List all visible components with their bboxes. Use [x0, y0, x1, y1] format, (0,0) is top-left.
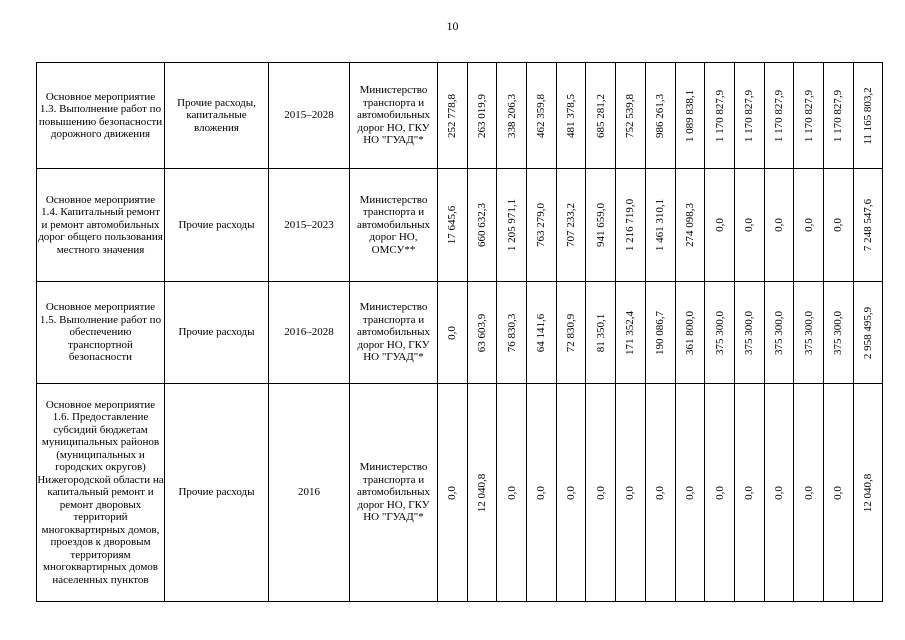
- year-value-cell-text: 0,0: [713, 218, 726, 232]
- year-value-cell-text: 763 279,0: [535, 203, 548, 247]
- year-value-cell-text: 707 233,2: [565, 203, 578, 247]
- year-value-cell-text: 0,0: [683, 485, 696, 500]
- expense-type-cell: Прочие расходы: [165, 384, 269, 602]
- year-value-cell-text: 12 040,8: [476, 473, 489, 512]
- year-value-cell: [527, 63, 557, 169]
- year-value-cell-text: 462 359,8: [535, 93, 548, 138]
- total-value-cell: [853, 169, 883, 282]
- year-value-cell-text: 685 281,2: [594, 93, 607, 138]
- period-cell: 2016: [269, 384, 350, 602]
- year-value-cell-text: 0,0: [713, 485, 726, 500]
- table-row: [37, 282, 883, 384]
- year-value-cell: [645, 63, 675, 169]
- year-value-cell: [764, 63, 794, 169]
- year-value-cell-text: 0,0: [832, 218, 845, 232]
- year-value-cell: [823, 282, 853, 384]
- activity-name-cell: Основное мероприятие 1.3. Выполнение работ по повышению безопасности дорожного движения: [37, 63, 165, 169]
- year-value-cell-text: 752 539,8: [624, 93, 637, 138]
- year-value-cell: [467, 63, 497, 169]
- year-value-cell-text: 1 461 310,1: [654, 198, 667, 252]
- table-row: [37, 63, 883, 169]
- year-value-cell: [467, 384, 497, 602]
- year-value-cell: [527, 169, 557, 282]
- year-value-cell-text: 0,0: [594, 485, 607, 500]
- total-value-cell-text: 12 040,8: [861, 473, 874, 512]
- year-value-cell-text: 0,0: [772, 485, 785, 500]
- year-value-cell-text: 375 300,0: [802, 310, 815, 355]
- year-value-cell-text: 0,0: [535, 485, 548, 500]
- year-value-cell-text: 338 206,3: [505, 93, 518, 138]
- year-value-cell-text: 171 352,4: [624, 310, 637, 355]
- year-value-cell: [556, 169, 586, 282]
- year-value-cell-text: 1 170 827,9: [772, 89, 785, 142]
- year-value-cell-text: 190 086,7: [654, 310, 667, 355]
- year-value-cell-text: 0,0: [743, 218, 756, 232]
- year-value-cell: [497, 282, 527, 384]
- executor-cell: Министерство транспорта и автомобильных дорог НО, ГКУ НО "ГУАД"*: [350, 282, 438, 384]
- year-value-cell: [586, 384, 616, 602]
- year-value-cell-text: 0,0: [505, 485, 518, 500]
- year-value-cell-text: 17 645,6: [446, 205, 459, 245]
- expense-type-cell: Прочие расходы: [165, 169, 269, 282]
- expense-type-cell: Прочие расходы, капитальные вложения: [165, 63, 269, 169]
- year-value-cell: [823, 384, 853, 602]
- period-cell: 2015–2028: [269, 63, 350, 169]
- year-value-cell-text: 1 205 971,1: [505, 198, 518, 252]
- table-row: [37, 169, 883, 282]
- year-value-cell: [586, 63, 616, 169]
- year-value-cell-text: 0,0: [802, 485, 815, 500]
- year-value-cell: [616, 63, 646, 169]
- year-value-cell-text: 252 778,8: [446, 93, 459, 138]
- year-value-cell-text: 375 300,0: [713, 310, 726, 355]
- year-value-cell-text: 375 300,0: [832, 310, 845, 355]
- year-value-cell: [527, 282, 557, 384]
- year-value-cell: [497, 63, 527, 169]
- year-value-cell-text: 1 170 827,9: [802, 89, 815, 142]
- year-value-cell: [467, 282, 497, 384]
- year-value-cell: [794, 282, 824, 384]
- period-cell: 2015–2023: [269, 169, 350, 282]
- total-value-cell-text: 11 165 803,2: [861, 86, 874, 145]
- year-value-cell: [586, 169, 616, 282]
- year-value-cell-text: 1 170 827,9: [832, 89, 845, 142]
- total-value-cell: [853, 282, 883, 384]
- year-value-cell: [616, 384, 646, 602]
- expense-type-cell: Прочие расходы: [165, 282, 269, 384]
- year-value-cell-text: 81 350,1: [594, 313, 607, 352]
- year-value-cell: [645, 384, 675, 602]
- year-value-cell: [734, 282, 764, 384]
- activity-name-cell: Основное мероприятие 1.5. Выполнение работ по обеспечению транспортной безопасности: [37, 282, 165, 384]
- year-value-cell: [794, 169, 824, 282]
- year-value-cell-text: 375 300,0: [772, 310, 785, 355]
- year-value-cell: [823, 169, 853, 282]
- year-value-cell: [794, 63, 824, 169]
- year-value-cell: [497, 384, 527, 602]
- year-value-cell: [467, 169, 497, 282]
- year-value-cell: [764, 384, 794, 602]
- year-value-cell: [734, 169, 764, 282]
- year-value-cell-text: 263 019,9: [476, 93, 489, 138]
- total-value-cell-text: 7 248 547,6: [861, 198, 874, 252]
- year-value-cell-text: 0,0: [446, 325, 459, 340]
- year-value-cell: [438, 63, 468, 169]
- year-value-cell-text: 375 300,0: [743, 310, 756, 355]
- year-value-cell: [556, 282, 586, 384]
- year-value-cell: [794, 384, 824, 602]
- year-value-cell-text: 1 170 827,9: [713, 89, 726, 142]
- year-value-cell-text: 986 261,3: [654, 93, 667, 138]
- year-value-cell: [645, 282, 675, 384]
- year-value-cell-text: 72 830,9: [565, 313, 578, 352]
- total-value-cell: [853, 63, 883, 169]
- year-value-cell-text: 361 800,0: [683, 310, 696, 355]
- total-value-cell: [853, 384, 883, 602]
- year-value-cell-text: 660 632,3: [476, 203, 489, 247]
- year-value-cell-text: 0,0: [802, 218, 815, 232]
- year-value-cell-text: 1 170 827,9: [743, 89, 756, 142]
- year-value-cell-text: 0,0: [743, 485, 756, 500]
- year-value-cell: [675, 169, 705, 282]
- year-value-cell: [438, 282, 468, 384]
- year-value-cell: [705, 169, 735, 282]
- year-value-cell: [556, 63, 586, 169]
- page-number: 10: [446, 19, 459, 33]
- year-value-cell: [438, 169, 468, 282]
- total-value-cell-text: 2 958 495,9: [861, 306, 874, 359]
- year-value-cell-text: 1 216 719,0: [624, 198, 637, 252]
- year-value-cell: [705, 282, 735, 384]
- year-value-cell-text: 0,0: [772, 218, 785, 232]
- year-value-cell-text: 0,0: [446, 485, 459, 500]
- year-value-cell-text: 1 089 838,1: [683, 89, 696, 142]
- activity-name-cell: Основное мероприятие 1.6. Предоставление субсидий бюджетам муниципальных районов (муниципальных и городских округов) Нижегородской области на капитальный ремонт и ремонт дворовых территорий многоквартирных домов, проездов к дворовым территориям многоквартирных домов населенных пунктов: [37, 384, 165, 602]
- year-value-cell: [616, 282, 646, 384]
- year-value-cell: [705, 63, 735, 169]
- year-value-cell: [438, 384, 468, 602]
- year-value-cell: [675, 384, 705, 602]
- year-value-cell-text: 481 378,5: [565, 93, 578, 138]
- year-value-cell: [764, 282, 794, 384]
- year-value-cell: [586, 282, 616, 384]
- year-value-cell: [527, 384, 557, 602]
- executor-cell: Министерство транспорта и автомобильных дорог НО, ГКУ НО "ГУАД"*: [350, 63, 438, 169]
- year-value-cell: [675, 282, 705, 384]
- year-value-cell: [734, 384, 764, 602]
- year-value-cell: [823, 63, 853, 169]
- year-value-cell: [764, 169, 794, 282]
- activity-name-cell: Основное мероприятие 1.4. Капитальный ремонт и ремонт автомобильных дорог общего пользования местного значения: [37, 169, 165, 282]
- period-cell: 2016–2028: [269, 282, 350, 384]
- year-value-cell: [705, 384, 735, 602]
- executor-cell: Министерство транспорта и автомобильных дорог НО, ГКУ НО "ГУАД"*: [350, 384, 438, 602]
- year-value-cell-text: 76 830,3: [505, 313, 518, 352]
- year-value-cell-text: 0,0: [565, 485, 578, 500]
- year-value-cell-text: 274 098,3: [683, 203, 696, 247]
- year-value-cell-text: 63 603,9: [476, 313, 489, 352]
- year-value-cell-text: 0,0: [624, 485, 637, 500]
- year-value-cell-text: 0,0: [654, 485, 667, 500]
- program-table: [36, 62, 883, 602]
- year-value-cell-text: 941 659,0: [594, 203, 607, 247]
- executor-cell: Министерство транспорта и автомобильных дорог НО, ОМСУ**: [350, 169, 438, 282]
- year-value-cell: [734, 63, 764, 169]
- year-value-cell-text: 64 141,6: [535, 313, 548, 352]
- year-value-cell: [556, 384, 586, 602]
- year-value-cell: [645, 169, 675, 282]
- year-value-cell: [675, 63, 705, 169]
- year-value-cell: [616, 169, 646, 282]
- year-value-cell-text: 0,0: [832, 485, 845, 500]
- year-value-cell: [497, 169, 527, 282]
- table-row: [37, 384, 883, 602]
